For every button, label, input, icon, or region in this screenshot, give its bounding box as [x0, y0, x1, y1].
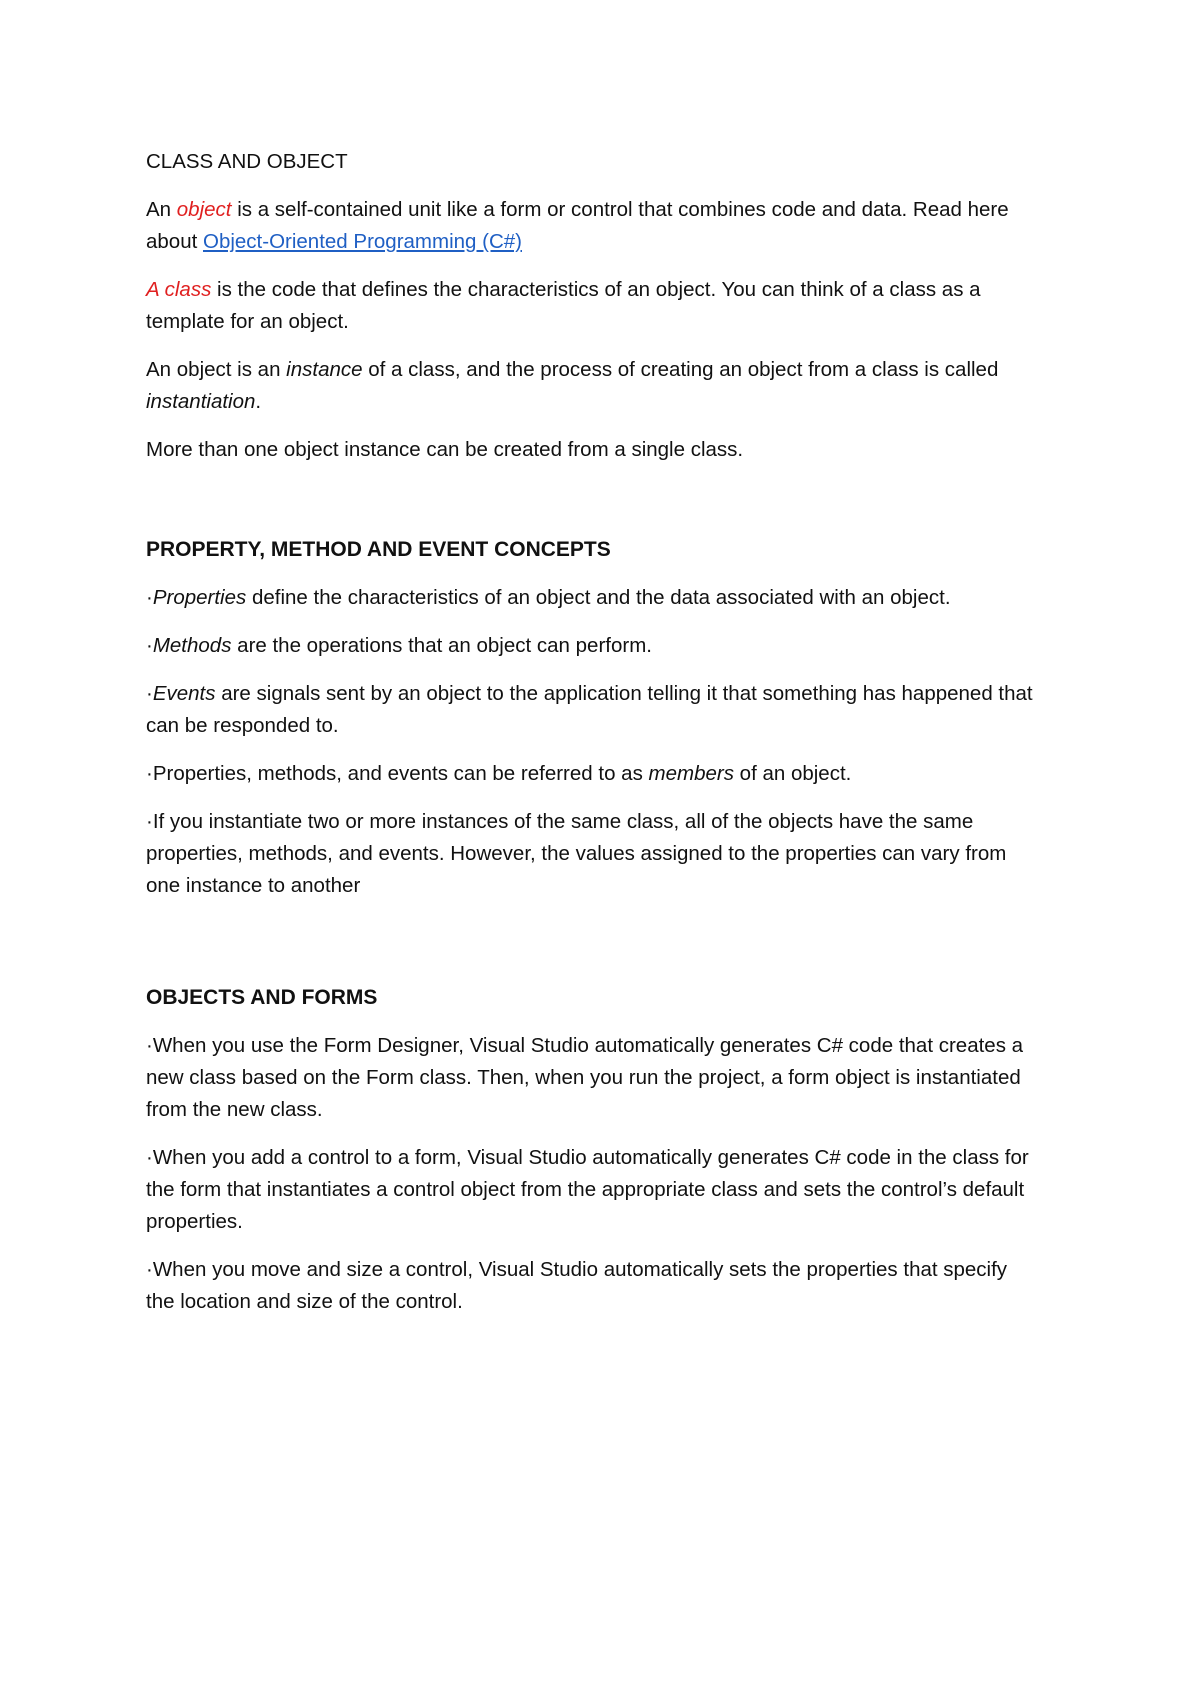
term-methods: Methods [152, 634, 232, 657]
text-segment: If you instantiate two or more instances of the same class, all of the objects have the same properties, methods, and events. However, the values assigned to the properties can vary from one instance to another [146, 810, 1007, 897]
term-events: Events [152, 682, 216, 705]
section-title-class-and-object: CLASS AND OBJECT [146, 150, 348, 173]
section-spacer [146, 482, 1040, 534]
paragraph-multiple-instances: More than one object instance can be created from a single class. [146, 438, 744, 461]
term-members: members [648, 762, 734, 785]
bullet-dot: · [146, 762, 153, 785]
bullet-members [146, 758, 1040, 790]
bullet-events [146, 678, 1040, 742]
bullet-dot: · [146, 586, 153, 609]
section-spacer [146, 918, 1040, 982]
bullet-properties [146, 582, 1040, 614]
bullet-add-control: ·When you add a control to a form, Visual Studio automatically generates C# code in the class for the form that instantiates a control object from the appropriate class and sets the control’s default properties. [146, 1146, 1029, 1233]
oop-link[interactable]: Object-Oriented Programming (C#) [203, 230, 522, 253]
text-segment: are signals sent by an object to the application telling it that something has happened that can be responded to. [146, 682, 1033, 737]
text-segment: of a class, and the process of creating an object from a class is called [362, 358, 999, 381]
bullet-form-designer: ·When you use the Form Designer, Visual Studio automatically generates C# code that creates a new class based on the Form class. Then, when you run the project, a form object is instantiated from the new class. [146, 1034, 1024, 1121]
text-segment: of an object. [733, 762, 852, 785]
bullet-methods [146, 630, 1040, 662]
heading-property-method-event: PROPERTY, METHOD AND EVENT CONCEPTS [146, 538, 611, 561]
text-segment: . [255, 390, 262, 413]
text-segment: is the code that defines the characteristics of an object. You can think of a class as a template for an object. [146, 278, 981, 333]
term-properties: Properties [152, 586, 247, 609]
bullet-same-class-instances [146, 806, 1040, 902]
paragraph-object-definition [146, 194, 1040, 258]
bullet-dot: · [146, 634, 153, 657]
term-class: A class [146, 278, 212, 301]
bullet-dot: · [146, 682, 153, 705]
text-segment: An object is an [146, 358, 287, 381]
text-segment: define the characteristics of an object and the data associated with an object. [246, 586, 951, 609]
text-segment: is a self-contained unit like a form or control that combines code and data. Read here about [146, 198, 1009, 253]
text-segment: Properties, methods, and events can be referred to as [152, 762, 649, 785]
bullet-dot: · [146, 810, 153, 833]
paragraph-class-definition [146, 274, 1040, 338]
bullet-move-size-control: ·When you move and size a control, Visual Studio automatically sets the properties that specify the location and size of the control. [146, 1258, 1008, 1313]
term-instance: instance [286, 358, 363, 381]
text-segment: An [146, 198, 177, 221]
term-instantiation: instantiation [146, 390, 256, 413]
heading-objects-and-forms: OBJECTS AND FORMS [146, 986, 378, 1009]
paragraph-instance [146, 354, 1040, 418]
text-segment: are the operations that an object can perform. [231, 634, 652, 657]
term-object: object [176, 198, 232, 221]
